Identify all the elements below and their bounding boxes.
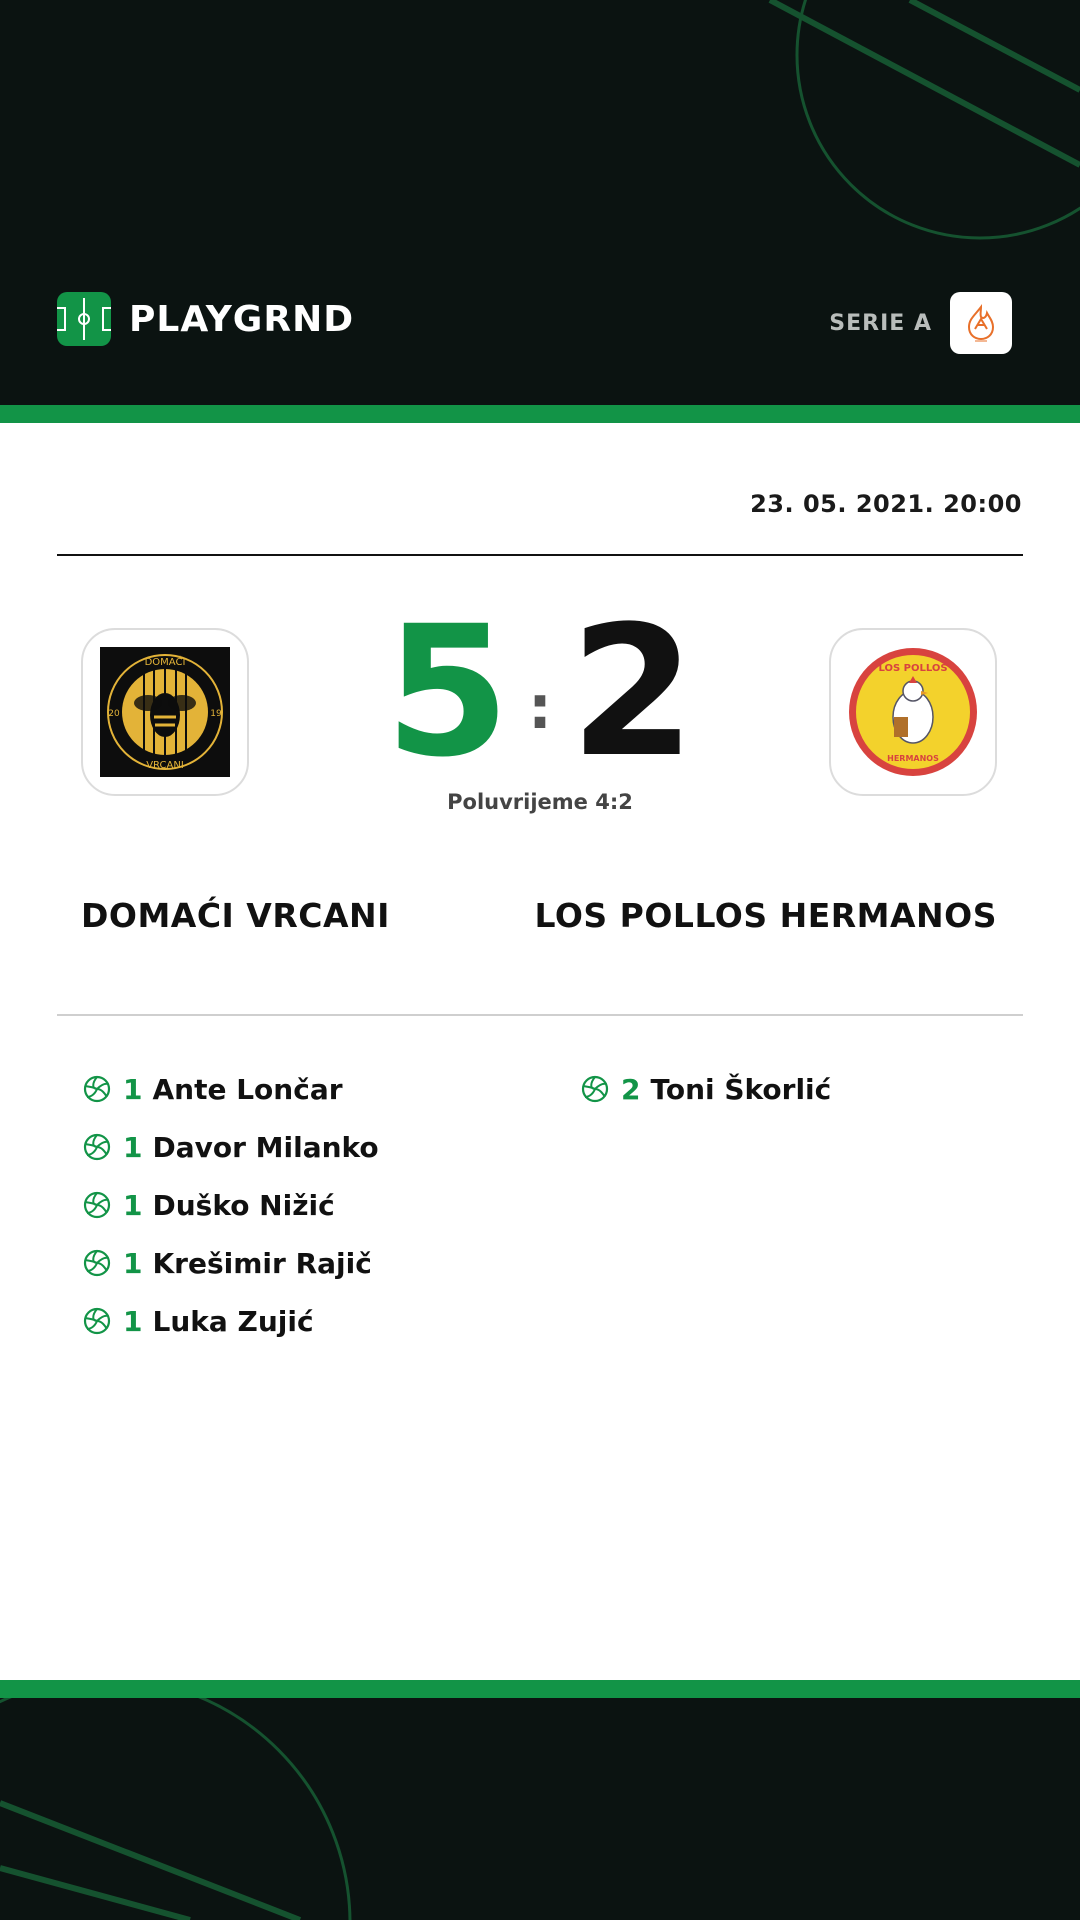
scorer-name: Duško Nižić <box>152 1188 335 1222</box>
score-separator: : <box>528 673 552 743</box>
home-team-name: DOMAĆI VRCANI <box>81 896 390 935</box>
ball-icon <box>83 1249 111 1277</box>
ball-icon <box>581 1075 609 1103</box>
league-name: SERIE A <box>829 310 932 336</box>
home-team-crest[interactable] <box>81 628 249 796</box>
scorer-name: Ante Lončar <box>152 1072 343 1106</box>
goal-count: 1 <box>123 1246 143 1280</box>
scorer-row <box>83 1118 379 1176</box>
halftime-score: Poluvrijeme 4:2 <box>447 790 633 814</box>
goal-count: 1 <box>123 1130 143 1164</box>
ball-icon <box>83 1191 111 1219</box>
scorer-row <box>83 1060 379 1118</box>
scorer-name: Davor Milanko <box>152 1130 379 1164</box>
scorer-row <box>581 1060 831 1118</box>
away-score: 2 <box>570 588 696 797</box>
league-flame-icon <box>950 292 1012 354</box>
away-team-name: LOS POLLOS HERMANOS <box>534 896 997 935</box>
pitch-lines-decoration <box>0 1698 1080 1920</box>
chicken-crest-icon <box>846 645 980 779</box>
crest-text-bottom: VRCANI <box>146 760 184 771</box>
scorer-name: Krešimir Rajič <box>152 1246 372 1280</box>
home-score: 5 <box>384 588 510 797</box>
brand[interactable] <box>57 292 354 346</box>
header <box>0 0 1080 405</box>
crest-text-bottom: HERMANOS <box>887 754 939 763</box>
away-team-crest[interactable] <box>829 628 997 796</box>
league[interactable] <box>829 292 1012 354</box>
scorer-name: Luka Zujić <box>152 1304 314 1338</box>
ball-icon <box>83 1133 111 1161</box>
divider <box>57 554 1023 556</box>
goal-count: 1 <box>123 1072 143 1106</box>
scorer-row <box>83 1292 379 1350</box>
footer-accent-bar <box>0 1680 1080 1698</box>
match-datetime: 23. 05. 2021. 20:00 <box>750 490 1022 518</box>
scorer-row <box>83 1176 379 1234</box>
pitch-logo-icon <box>57 292 111 346</box>
header-accent-bar <box>0 405 1080 423</box>
ball-icon <box>83 1307 111 1335</box>
crest-year-left: 20 <box>108 709 120 719</box>
goal-count: 2 <box>621 1072 641 1106</box>
goal-count: 1 <box>123 1188 143 1222</box>
crest-text-top: LOS POLLOS <box>878 663 948 674</box>
footer <box>0 1698 1080 1920</box>
bee-crest-icon <box>100 647 230 777</box>
crest-year-right: 19 <box>210 709 222 719</box>
goal-count: 1 <box>123 1304 143 1338</box>
scoreboard <box>384 588 696 797</box>
brand-name: PLAYGRND <box>129 298 355 340</box>
home-scorers-list <box>83 1060 379 1350</box>
crest-text-top: DOMAĆI <box>144 657 186 668</box>
scorer-row <box>83 1234 379 1292</box>
divider <box>57 1014 1023 1016</box>
ball-icon <box>83 1075 111 1103</box>
scorer-name: Toni Škorlić <box>650 1072 832 1106</box>
away-scorers-list <box>581 1060 831 1118</box>
